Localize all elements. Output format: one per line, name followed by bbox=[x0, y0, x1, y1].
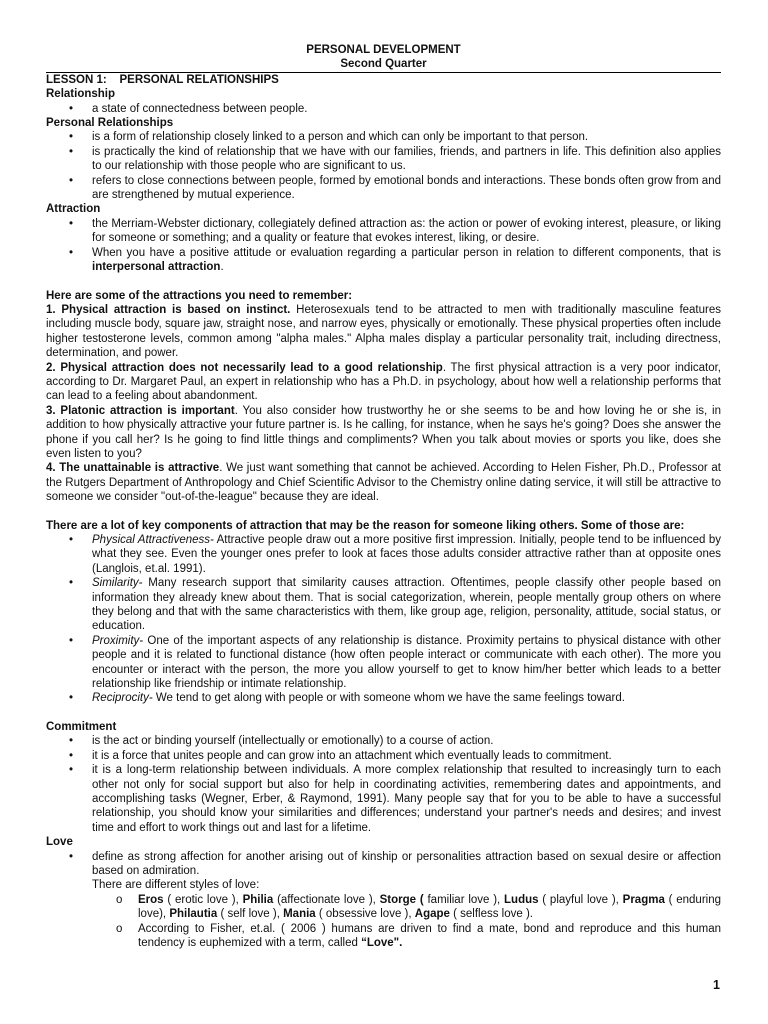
component-term: Physical Attractiveness- bbox=[92, 534, 214, 546]
attraction-point-3 bbox=[46, 404, 721, 462]
commitment-list bbox=[46, 734, 721, 835]
point-text: . The first physical attraction is a very poor indicator, according to Dr. Margaret Paul, an expert in relationship who has a Ph.D. in psychology, about how well a relationship performs that can lead to a feeling about abandonment. bbox=[46, 361, 721, 403]
attraction-point-2 bbox=[46, 361, 721, 404]
component-term: Similarity- bbox=[92, 577, 143, 590]
point-title: 4. The unattainable is attractive bbox=[46, 462, 220, 475]
list-item: • is practically the kind of relationship that we have with our families, friends, and partners in life. This definition also applies to our relationship with those people who are significant to us. bbox=[46, 145, 721, 174]
love-style-term: Philautia bbox=[169, 908, 218, 921]
document-title: PERSONAL DEVELOPMENT bbox=[306, 44, 461, 56]
component-text: Many research support that similarity causes attraction. Oftentimes, people classify other people based on information they already knew about them. That is social categorization, wherein, people mentally group others on where they belong and that with the same characteristics with them, like group age, religion, personality, attitude, social status, or education. bbox=[92, 577, 721, 633]
lesson-title: LESSON 1: PERSONAL RELATIONSHIPS bbox=[46, 73, 279, 86]
item-emphasis: interpersonal attraction bbox=[92, 261, 221, 274]
list-item bbox=[46, 850, 721, 893]
list-item: • refers to close connections between people, formed by emotional bonds and interactions. These bonds often grow from and are strengthened by mutual experience. bbox=[46, 174, 721, 203]
fisher-text: According to Fisher, et.al. ( 2006 ) humans are driven to find a mate, bond and reproduce and this human tendency is euphemized with a term, called bbox=[138, 922, 721, 949]
attraction-point-1 bbox=[46, 303, 721, 361]
list-item: • is a form of relationship closely linked to a person and which can only be important to that person. bbox=[46, 130, 721, 144]
list-item bbox=[46, 246, 721, 275]
personal-relationships-heading: Personal Relationships bbox=[46, 117, 174, 130]
love-style-desc: (affectionate love ), bbox=[273, 893, 380, 906]
list-item: • a state of connectedness between people. bbox=[46, 102, 721, 116]
component-text: We tend to get along with people or with someone whom we have the same feelings toward. bbox=[152, 692, 625, 705]
love-style-desc: ( self love ), bbox=[217, 908, 284, 921]
list-item: • it is a long-term relationship between individuals. A more complex relationship that resulted to increasingly turn to each other not only for social support but also for help in coordinating activities, remembering dates and appointments, and accomplishing tasks (Wegner, Erber, & Raymond, 1991). Many people say that for you to be able to have a successful relationship, you should know your similarities and differences; understand your partner's needs and desires; and invest time and effort to work things out and last for a lifetime. bbox=[46, 763, 721, 835]
list-item bbox=[46, 691, 721, 705]
relationship-heading: Relationship bbox=[46, 88, 116, 101]
components-heading: There are a lot of key components of attraction that may be the reason for someone liking others. Some of those are: bbox=[46, 519, 685, 532]
commitment-heading: Commitment bbox=[46, 720, 117, 733]
love-style-desc: ( selfless love ). bbox=[449, 908, 533, 921]
list-item: • it is a force that unites people and can grow into an attachment which eventually leads to commitment. bbox=[46, 749, 721, 763]
attractions-remember-heading: Here are some of the attractions you need to remember: bbox=[46, 289, 353, 302]
fisher-emphasis: “Love". bbox=[361, 936, 403, 949]
spacer bbox=[46, 505, 721, 519]
document-content bbox=[46, 43, 721, 950]
love-definition: • define as strong affection for another arising out of kinship or personalities attraction based on sexual desire or affection based on admiration. bbox=[92, 850, 721, 877]
item-text: When you have a positive attitude or evaluation regarding a particular person in relation to different components, that is bbox=[92, 246, 721, 259]
point-title: 1. Physical attraction is based on instinct. bbox=[46, 303, 291, 316]
attraction-heading: Attraction bbox=[46, 203, 101, 216]
component-text: One of the important aspects of any relationship is distance. Proximity pertains to physical distance with other people and it is related to functional distance (how often people interact or communicate with each other). The more you encounter or interact with the person, the more you allow yourself to get to know him/her better which leads to a better relationship like friendship or intimate relationship. bbox=[92, 634, 721, 691]
love-style-term: Philia bbox=[242, 893, 274, 906]
point-text: . You also consider how trustworthy he or she seems to be and how loving he or she is, in addition to how physically attractive your future partner is. Is he calling, for instance, when he says he's going? Does she answer the phone if you call her? Is he going to find little things and compliments? When you talk about movies or sports you like, does she even listen to you? bbox=[46, 404, 721, 460]
love-style-desc: ( erotic love ), bbox=[163, 893, 243, 906]
spacer bbox=[46, 275, 721, 289]
document-subtitle: Second Quarter bbox=[340, 58, 427, 71]
love-style-term: Mania bbox=[283, 908, 316, 921]
item-text-end: . bbox=[220, 261, 224, 274]
page-number: 1 bbox=[713, 978, 720, 992]
components-list bbox=[46, 533, 721, 706]
love-style-term: Pragma bbox=[622, 893, 665, 906]
love-style-term: Eros bbox=[138, 893, 164, 906]
attraction-point-4 bbox=[46, 461, 721, 504]
list-item: • is the act or binding yourself (intellectually or emotionally) to a course of action. bbox=[46, 734, 721, 748]
component-term: Proximity- bbox=[92, 634, 144, 647]
love-style-term: Storge ( bbox=[379, 893, 424, 906]
point-title: 3. Platonic attraction is important bbox=[46, 404, 235, 417]
love-styles-item bbox=[92, 893, 721, 922]
list-item bbox=[46, 634, 721, 692]
point-text: Heterosexuals tend to be attracted to men with traditionally masculine features including muscle body, square jaw, straight nose, and narrow eyes, physically or emotionally. These physical properties often include higher testosterone levels, common among "alpha males." Alpha males display a particular personality trait, including directness, determination, and power. bbox=[46, 303, 721, 360]
component-term: Reciprocity- bbox=[92, 692, 153, 705]
love-list bbox=[46, 850, 721, 893]
spacer bbox=[46, 706, 721, 720]
love-style-term: Ludus bbox=[504, 893, 539, 906]
list-item bbox=[46, 533, 721, 576]
love-styles-intro: There are different styles of love: bbox=[92, 879, 260, 892]
love-heading: Love bbox=[46, 836, 73, 849]
love-style-desc: ( enduring love), bbox=[138, 893, 722, 921]
love-styles-list bbox=[92, 893, 721, 951]
component-text: Attractive people draw out a more positive first impression. Initially, people tend to be influenced by what they see. Even the younger ones prefer to look at faces those adults consider attractive rather than at opposite ones (Langlois, et.al. 1991). bbox=[92, 534, 721, 575]
list-item bbox=[46, 576, 721, 634]
love-style-desc: ( obsessive love ), bbox=[315, 908, 415, 921]
point-text: . We just want something that cannot be achieved. According to Helen Fisher, Ph.D., Professor at the Rutgers Department of Anthropology and Chief Scientific Advisor to the Chemistry online dating service, it will still be attractive to someone we consider "out-of-the-league" because they are ideal. bbox=[46, 462, 721, 504]
love-fisher-item bbox=[92, 922, 721, 951]
list-item: • the Merriam-Webster dictionary, collegiately defined attraction as: the action or power of evoking interest, pleasure, or liking for someone or something; and a quality or feature that evokes interest, liking, or desire. bbox=[46, 217, 721, 246]
point-title: 2. Physical attraction does not necessarily lead to a good relationship bbox=[46, 361, 443, 374]
love-style-desc: familiar love ), bbox=[423, 893, 505, 906]
personal-relationships-list bbox=[46, 130, 721, 202]
love-styles-block bbox=[46, 893, 721, 951]
love-style-desc: ( playful love ), bbox=[538, 893, 623, 906]
attraction-list bbox=[46, 217, 721, 275]
love-style-term: Agape bbox=[414, 908, 450, 921]
relationship-list bbox=[46, 102, 721, 116]
